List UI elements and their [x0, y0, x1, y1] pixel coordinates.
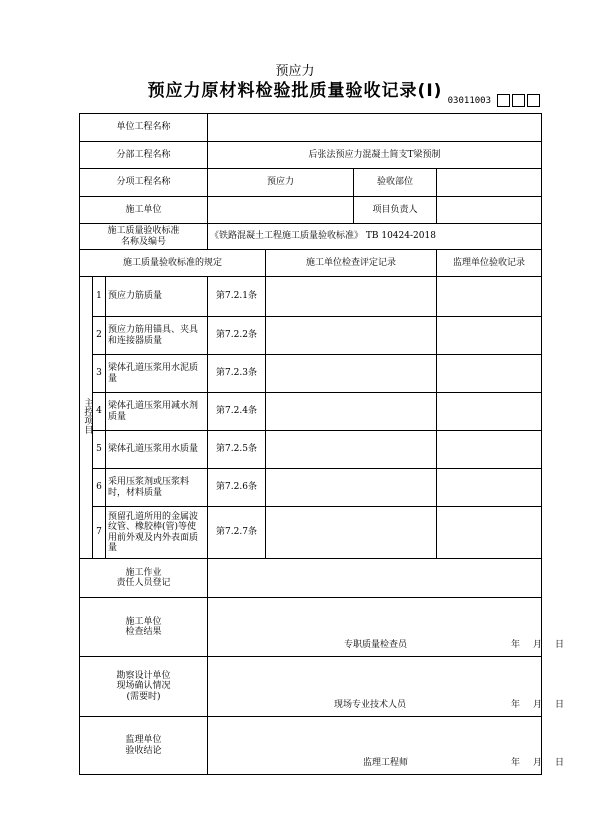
quality-inspector-label: 专职质量检查员 [344, 639, 408, 650]
item-supervision-record[interactable] [437, 317, 542, 355]
project-manager-value[interactable] [437, 197, 542, 224]
sub-project-label: 分部工程名称 [80, 142, 208, 169]
item-supervision-record[interactable] [437, 507, 542, 559]
row-construction-result [80, 598, 542, 657]
item-desc: 梁体孔道压浆用水泥质量 [106, 355, 208, 393]
row-column-headers [80, 250, 542, 277]
item-desc: 采用压浆剂或压浆料时，材料质量 [106, 469, 208, 507]
item-desc: 预应力筋用锚具、夹具和连接器质量 [106, 317, 208, 355]
item-desc: 预应力筋质量 [106, 277, 208, 317]
standard-label-line1: 施工质量验收标准 [107, 226, 180, 237]
survey-design-label [80, 657, 208, 717]
day-label: 日 [555, 757, 565, 768]
item-no: 2 [93, 317, 106, 355]
work-personnel-value[interactable] [208, 559, 542, 598]
item-no: 7 [93, 507, 106, 559]
item-clause: 第7.2.6条 [208, 469, 266, 507]
item-clause: 第7.2.5条 [208, 431, 266, 469]
table-row [80, 355, 542, 393]
item-construction-check[interactable] [266, 393, 437, 431]
item-clause: 第7.2.1条 [208, 277, 266, 317]
month-label: 月 [533, 639, 543, 650]
item-no: 5 [93, 431, 106, 469]
item-clause: 第7.2.7条 [208, 507, 266, 559]
col-header-supervision-record: 监理单位验收记录 [437, 250, 542, 277]
row-item-project [80, 169, 542, 197]
table-row [80, 277, 542, 317]
table-row [80, 431, 542, 469]
col-header-construction-check: 施工单位检查评定记录 [266, 250, 437, 277]
item-construction-check[interactable] [266, 317, 437, 355]
item-construction-check[interactable] [266, 277, 437, 317]
item-supervision-record[interactable] [437, 355, 542, 393]
code-box-2[interactable] [512, 94, 525, 107]
item-supervision-record[interactable] [437, 431, 542, 469]
inspection-record-table [79, 113, 565, 775]
code-box-3[interactable] [527, 94, 540, 107]
item-supervision-record[interactable] [437, 277, 542, 317]
construction-result-label [80, 598, 208, 657]
unit-project-label: 单位工程名称 [80, 114, 208, 142]
acceptance-part-value[interactable] [437, 169, 542, 197]
year-label: 年 [511, 699, 521, 710]
work-personnel-label [80, 559, 208, 598]
survey-design-line1: 勘察设计单位 [116, 670, 171, 681]
month-label: 月 [533, 757, 543, 768]
item-supervision-record[interactable] [437, 469, 542, 507]
supervision-value[interactable] [208, 717, 565, 775]
item-no: 1 [93, 277, 106, 317]
work-personnel-line1: 施工作业 [125, 567, 162, 578]
item-clause: 第7.2.2条 [208, 317, 266, 355]
supervision-engineer-label: 监理工程师 [363, 757, 409, 768]
supervision-label [80, 717, 208, 775]
item-no: 6 [93, 469, 106, 507]
form-code: 03011003 [447, 95, 491, 106]
item-construction-check[interactable] [266, 507, 437, 559]
month-label: 月 [533, 699, 543, 710]
day-label: 日 [555, 639, 565, 650]
item-desc: 预留孔道所用的金属波纹管、橡胶棒(管)等使用前外观及内外表面质量 [106, 507, 208, 559]
year-label: 年 [511, 757, 521, 768]
item-project-value[interactable]: 预应力 [208, 169, 354, 197]
row-standard [80, 224, 542, 250]
form-code-block [448, 94, 540, 107]
table-row [80, 507, 542, 559]
survey-design-value[interactable] [208, 657, 565, 717]
project-manager-label: 项目负责人 [354, 197, 437, 224]
row-unit-project [80, 114, 542, 142]
item-desc: 梁体孔道压浆用水质量 [106, 431, 208, 469]
standard-label [80, 224, 208, 250]
construction-result-line1: 施工单位 [125, 616, 162, 627]
sub-project-value[interactable]: 后张法预应力混凝土简支T梁预制 [208, 142, 542, 169]
survey-design-line3: (需要时) [126, 691, 161, 702]
item-desc: 梁体孔道压浆用减水剂质量 [106, 393, 208, 431]
table-row [80, 469, 542, 507]
table-row [80, 317, 542, 355]
row-work-personnel [80, 559, 542, 598]
table-row [80, 393, 542, 431]
row-sub-project [80, 142, 542, 169]
supervision-line1: 监理单位 [125, 735, 162, 746]
row-construction-unit [80, 197, 542, 224]
item-project-label: 分项工程名称 [80, 169, 208, 197]
item-no: 4 [93, 393, 106, 431]
survey-design-line2: 现场确认情况 [116, 681, 171, 692]
unit-project-value[interactable] [208, 114, 542, 142]
form-subtitle: 预应力 [275, 64, 315, 79]
item-clause: 第7.2.3条 [208, 355, 266, 393]
item-supervision-record[interactable] [437, 393, 542, 431]
row-survey-design [80, 657, 542, 717]
item-construction-check[interactable] [266, 355, 437, 393]
main-control-label: 主控项目 [82, 397, 93, 434]
construction-result-value[interactable] [208, 598, 565, 657]
row-supervision-conclusion [80, 717, 542, 775]
work-personnel-line2: 责任人员登记 [116, 578, 171, 588]
code-box-1[interactable] [497, 94, 510, 107]
col-header-spec: 施工质量验收标准的规定 [80, 250, 266, 277]
form-title: 预应力原材料检验批质量验收记录(Ⅰ) [147, 81, 443, 101]
construction-unit-label: 施工单位 [80, 197, 208, 224]
item-no: 3 [93, 355, 106, 393]
acceptance-part-label: 验收部位 [354, 169, 437, 197]
supervision-line2: 验收结论 [125, 745, 162, 756]
item-clause: 第7.2.4条 [208, 393, 266, 431]
day-label: 日 [555, 699, 565, 710]
year-label: 年 [511, 639, 521, 650]
standard-label-line2: 名称及编号 [120, 236, 166, 247]
construction-unit-value[interactable] [208, 197, 354, 224]
construction-result-line2: 检查结果 [125, 627, 162, 637]
item-construction-check[interactable] [266, 469, 437, 507]
item-construction-check[interactable] [266, 431, 437, 469]
main-control-label-cell [80, 277, 93, 559]
site-technician-label: 现场专业技术人员 [334, 699, 407, 710]
standard-value[interactable]: 《铁路混凝土工程施工质量验收标准》 TB 10424-2018 [208, 224, 542, 250]
